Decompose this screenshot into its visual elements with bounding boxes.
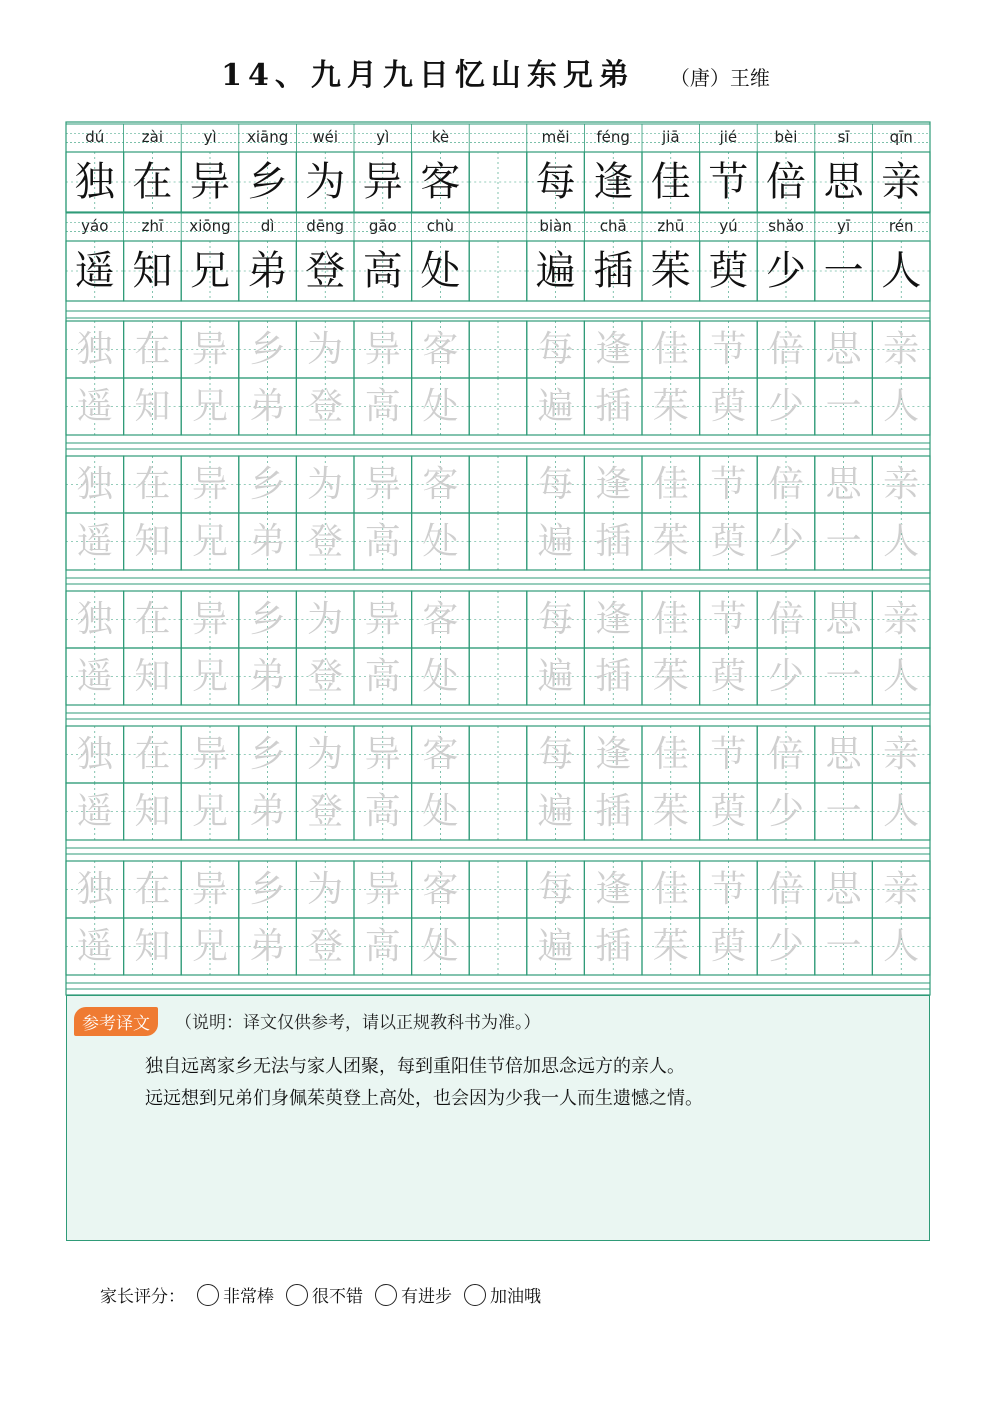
- pinyin-cell: xiāng: [246, 128, 289, 146]
- pinyin-cell: yáo: [81, 217, 109, 235]
- pinyin-cell: féng: [596, 128, 630, 146]
- trace-character[interactable]: 处: [422, 656, 459, 697]
- trace-character[interactable]: 倍: [767, 599, 804, 640]
- trace-character[interactable]: 倍: [767, 329, 804, 370]
- model-character: 节: [708, 159, 749, 205]
- trace-character[interactable]: 少: [767, 791, 804, 832]
- trace-character[interactable]: 知: [134, 926, 171, 967]
- trace-character[interactable]: 遥: [76, 791, 113, 832]
- model-character: 高: [362, 248, 403, 294]
- trace-character[interactable]: 插: [595, 521, 632, 562]
- pinyin-cell: yī: [837, 217, 851, 235]
- trace-character[interactable]: 异: [191, 734, 228, 775]
- trace-character[interactable]: 异: [364, 734, 401, 775]
- trace-character[interactable]: 一: [825, 656, 862, 697]
- trace-character[interactable]: 在: [134, 329, 171, 370]
- pinyin-cell: rén: [888, 217, 914, 235]
- trace-character[interactable]: 每: [537, 734, 574, 775]
- rating-option-1: 非常棒: [223, 1287, 274, 1307]
- trace-character[interactable]: 客: [422, 599, 459, 640]
- trace-character[interactable]: 每: [537, 599, 574, 640]
- model-character: 客: [420, 159, 461, 205]
- trace-character[interactable]: 异: [364, 869, 401, 910]
- trace-character[interactable]: 异: [191, 599, 228, 640]
- model-character: 登: [305, 248, 346, 294]
- trace-character[interactable]: 知: [134, 656, 171, 697]
- model-character: 萸: [708, 248, 749, 294]
- model-character: 知: [132, 248, 173, 294]
- trace-character[interactable]: 为: [307, 599, 344, 640]
- trace-character[interactable]: 思: [825, 329, 862, 370]
- pinyin-cell: dú: [85, 128, 105, 146]
- trace-character[interactable]: 人: [883, 926, 920, 967]
- trace-character[interactable]: 佳: [652, 869, 689, 910]
- pinyin-cell: jiā: [662, 128, 680, 146]
- pinyin-cell: měi: [541, 128, 570, 146]
- trace-character[interactable]: 乡: [249, 329, 286, 370]
- trace-character[interactable]: 逢: [595, 464, 632, 505]
- model-character: 处: [420, 248, 461, 294]
- trace-character[interactable]: 少: [767, 521, 804, 562]
- reference-note: （说明：译文仅供参考，请以正规教科书为准。）: [175, 1013, 541, 1033]
- model-character: 异: [362, 159, 403, 205]
- trace-character[interactable]: 知: [134, 791, 171, 832]
- trace-character[interactable]: 节: [710, 599, 747, 640]
- trace-character[interactable]: 登: [307, 521, 344, 562]
- pinyin-cell: zhū: [657, 217, 685, 235]
- pinyin-cell: dēng: [306, 217, 345, 235]
- pinyin-cell: qīn: [889, 128, 913, 146]
- trace-character[interactable]: 逢: [595, 734, 632, 775]
- trace-character[interactable]: 为: [307, 734, 344, 775]
- pinyin-cell: shǎo: [768, 217, 804, 235]
- rating-circle-2[interactable]: [286, 1284, 308, 1306]
- trace-character[interactable]: 萸: [710, 521, 747, 562]
- model-character: 茱: [650, 248, 691, 294]
- rating-circle-1[interactable]: [197, 1284, 219, 1306]
- model-character: 一: [823, 248, 864, 294]
- trace-character[interactable]: 节: [710, 869, 747, 910]
- trace-character[interactable]: 佳: [652, 329, 689, 370]
- trace-character[interactable]: 乡: [249, 599, 286, 640]
- trace-character[interactable]: 独: [76, 734, 113, 775]
- trace-character[interactable]: 一: [825, 386, 862, 427]
- pinyin-cell: sī: [837, 128, 850, 146]
- trace-character[interactable]: 逢: [595, 329, 632, 370]
- trace-character[interactable]: 异: [364, 464, 401, 505]
- trace-character[interactable]: 一: [825, 791, 862, 832]
- trace-character[interactable]: 登: [307, 386, 344, 427]
- trace-character[interactable]: 在: [134, 869, 171, 910]
- trace-character[interactable]: 倍: [767, 464, 804, 505]
- model-character: 逢: [593, 159, 634, 205]
- trace-character[interactable]: 异: [364, 599, 401, 640]
- trace-character[interactable]: 兄: [191, 386, 228, 427]
- model-character: 兄: [189, 248, 230, 294]
- trace-character[interactable]: 遍: [537, 386, 574, 427]
- trace-character[interactable]: 为: [307, 869, 344, 910]
- trace-character[interactable]: 客: [422, 734, 459, 775]
- rating-circle-3[interactable]: [375, 1284, 397, 1306]
- pinyin-cell: chù: [426, 217, 455, 235]
- trace-character[interactable]: 亲: [883, 734, 920, 775]
- trace-character[interactable]: 遍: [537, 521, 574, 562]
- trace-character[interactable]: 思: [825, 599, 862, 640]
- pinyin-cell: yú: [719, 217, 738, 235]
- trace-character[interactable]: 兄: [191, 926, 228, 967]
- trace-character[interactable]: 每: [537, 464, 574, 505]
- trace-character[interactable]: 弟: [249, 791, 286, 832]
- model-character: 每: [535, 159, 576, 205]
- trace-character[interactable]: 茱: [652, 386, 689, 427]
- trace-character[interactable]: 异: [364, 329, 401, 370]
- rating-option-2: 很不错: [312, 1287, 363, 1307]
- reference-badge: 参考译文: [74, 1007, 158, 1036]
- trace-character[interactable]: 遍: [537, 926, 574, 967]
- trace-character[interactable]: 为: [307, 329, 344, 370]
- trace-character[interactable]: 知: [134, 386, 171, 427]
- trace-character[interactable]: 倍: [767, 869, 804, 910]
- trace-character[interactable]: 客: [422, 869, 459, 910]
- trace-character[interactable]: 兄: [191, 656, 228, 697]
- trace-character[interactable]: 兄: [191, 521, 228, 562]
- trace-character[interactable]: 异: [191, 464, 228, 505]
- rating-option-3: 有进步: [401, 1287, 452, 1307]
- trace-character[interactable]: 高: [364, 926, 401, 967]
- title-main: 14、九月九日忆山东兄弟: [221, 58, 635, 93]
- trace-character[interactable]: 思: [825, 869, 862, 910]
- model-character: 人: [881, 248, 922, 294]
- trace-character[interactable]: 人: [883, 791, 920, 832]
- model-character: 遥: [74, 248, 115, 294]
- pinyin-cell: bèi: [774, 128, 798, 146]
- trace-character[interactable]: 节: [710, 329, 747, 370]
- pinyin-cell: xiōng: [189, 217, 231, 235]
- trace-character[interactable]: 萸: [710, 791, 747, 832]
- trace-character[interactable]: 异: [191, 329, 228, 370]
- trace-character[interactable]: 客: [422, 464, 459, 505]
- trace-character[interactable]: 为: [307, 464, 344, 505]
- trace-character[interactable]: 登: [307, 656, 344, 697]
- trace-character[interactable]: 处: [422, 521, 459, 562]
- trace-character[interactable]: 弟: [249, 386, 286, 427]
- trace-character[interactable]: 每: [537, 869, 574, 910]
- trace-character[interactable]: 独: [76, 464, 113, 505]
- trace-character[interactable]: 萸: [710, 656, 747, 697]
- trace-character[interactable]: 倍: [767, 734, 804, 775]
- trace-character[interactable]: 乡: [249, 734, 286, 775]
- model-character: 为: [305, 159, 346, 205]
- trace-character[interactable]: 萸: [710, 386, 747, 427]
- pinyin-cell: wéi: [312, 128, 339, 146]
- translation-line-1: 独自远离家乡无法与家人团聚，每到重阳佳节倍加思念远方的亲人。: [145, 1056, 685, 1077]
- trace-character[interactable]: 遥: [76, 656, 113, 697]
- trace-character[interactable]: 在: [134, 599, 171, 640]
- pinyin-cell: gāo: [368, 217, 397, 235]
- pinyin-cell: chā: [599, 217, 627, 235]
- model-character: 倍: [765, 159, 806, 205]
- trace-character[interactable]: 遥: [76, 386, 113, 427]
- trace-character[interactable]: 在: [134, 464, 171, 505]
- trace-character[interactable]: 亲: [883, 599, 920, 640]
- trace-character[interactable]: 逢: [595, 599, 632, 640]
- rating-option-4: 加油哦: [490, 1287, 541, 1307]
- trace-character[interactable]: 高: [364, 386, 401, 427]
- trace-character[interactable]: 独: [76, 599, 113, 640]
- trace-character[interactable]: 处: [422, 791, 459, 832]
- trace-character[interactable]: 弟: [249, 656, 286, 697]
- pinyin-cell: kè: [431, 128, 450, 146]
- trace-character[interactable]: 少: [767, 926, 804, 967]
- reference-translation-box: [66, 995, 930, 1241]
- trace-character[interactable]: 少: [767, 386, 804, 427]
- trace-character[interactable]: 在: [134, 734, 171, 775]
- trace-character[interactable]: 亲: [883, 329, 920, 370]
- trace-character[interactable]: 登: [307, 791, 344, 832]
- trace-character[interactable]: 知: [134, 521, 171, 562]
- rating-label: 家长评分：: [100, 1287, 185, 1307]
- trace-character[interactable]: 茱: [652, 926, 689, 967]
- trace-character[interactable]: 乡: [249, 869, 286, 910]
- model-character: 遍: [535, 248, 576, 294]
- trace-character[interactable]: 节: [710, 734, 747, 775]
- trace-character[interactable]: 茱: [652, 521, 689, 562]
- model-character: 插: [593, 248, 634, 294]
- model-character: 亲: [881, 159, 922, 205]
- model-character: 异: [189, 159, 230, 205]
- model-character: 弟: [247, 248, 288, 294]
- trace-character[interactable]: 弟: [249, 521, 286, 562]
- trace-character[interactable]: 遥: [76, 521, 113, 562]
- trace-character[interactable]: 茱: [652, 656, 689, 697]
- trace-character[interactable]: 节: [710, 464, 747, 505]
- model-character: 思: [823, 159, 864, 205]
- trace-character[interactable]: 萸: [710, 926, 747, 967]
- model-character: 乡: [247, 159, 288, 205]
- trace-character[interactable]: 插: [595, 386, 632, 427]
- trace-character[interactable]: 处: [422, 926, 459, 967]
- trace-character[interactable]: 客: [422, 329, 459, 370]
- title-author: （唐）王维: [669, 66, 770, 90]
- trace-character[interactable]: 乡: [249, 464, 286, 505]
- model-character: 在: [132, 159, 173, 205]
- trace-character[interactable]: 佳: [652, 734, 689, 775]
- model-character: 独: [74, 159, 115, 205]
- pinyin-cell: zhī: [141, 217, 164, 235]
- model-character: 佳: [650, 159, 691, 205]
- model-character: 少: [765, 248, 806, 294]
- trace-character[interactable]: 亲: [883, 869, 920, 910]
- trace-character[interactable]: 高: [364, 521, 401, 562]
- trace-character[interactable]: 人: [883, 386, 920, 427]
- trace-character[interactable]: 逢: [595, 869, 632, 910]
- trace-character[interactable]: 遍: [537, 656, 574, 697]
- trace-character[interactable]: 少: [767, 656, 804, 697]
- trace-character[interactable]: 思: [825, 734, 862, 775]
- trace-character[interactable]: 高: [364, 656, 401, 697]
- trace-character[interactable]: 佳: [652, 599, 689, 640]
- trace-character[interactable]: 插: [595, 656, 632, 697]
- parent-rating: [100, 1282, 541, 1307]
- trace-character[interactable]: 兄: [191, 791, 228, 832]
- trace-character[interactable]: 独: [76, 869, 113, 910]
- pinyin-cell: yì: [203, 128, 217, 146]
- trace-character[interactable]: 思: [825, 464, 862, 505]
- trace-character[interactable]: 插: [595, 926, 632, 967]
- trace-character[interactable]: 登: [307, 926, 344, 967]
- trace-character[interactable]: 人: [883, 521, 920, 562]
- rating-circle-4[interactable]: [464, 1284, 486, 1306]
- trace-character[interactable]: 茱: [652, 791, 689, 832]
- trace-character[interactable]: 一: [825, 521, 862, 562]
- trace-character[interactable]: 独: [76, 329, 113, 370]
- trace-character[interactable]: 异: [191, 869, 228, 910]
- pinyin-cell: biàn: [539, 217, 572, 235]
- trace-character[interactable]: 弟: [249, 926, 286, 967]
- trace-character[interactable]: 处: [422, 386, 459, 427]
- pinyin-cell: jié: [719, 128, 738, 146]
- pinyin-cell: zài: [141, 128, 163, 146]
- pinyin-cell: yì: [376, 128, 390, 146]
- trace-character[interactable]: 高: [364, 791, 401, 832]
- trace-character[interactable]: 遍: [537, 791, 574, 832]
- trace-character[interactable]: 插: [595, 791, 632, 832]
- trace-character[interactable]: 每: [537, 329, 574, 370]
- pinyin-cell: dì: [260, 217, 275, 235]
- trace-character[interactable]: 遥: [76, 926, 113, 967]
- translation-line-2: 远远想到兄弟们身佩茱萸登上高处，也会因为少我一人而生遗憾之情。: [145, 1088, 703, 1109]
- trace-character[interactable]: 一: [825, 926, 862, 967]
- trace-character[interactable]: 亲: [883, 464, 920, 505]
- trace-character[interactable]: 人: [883, 656, 920, 697]
- trace-character[interactable]: 佳: [652, 464, 689, 505]
